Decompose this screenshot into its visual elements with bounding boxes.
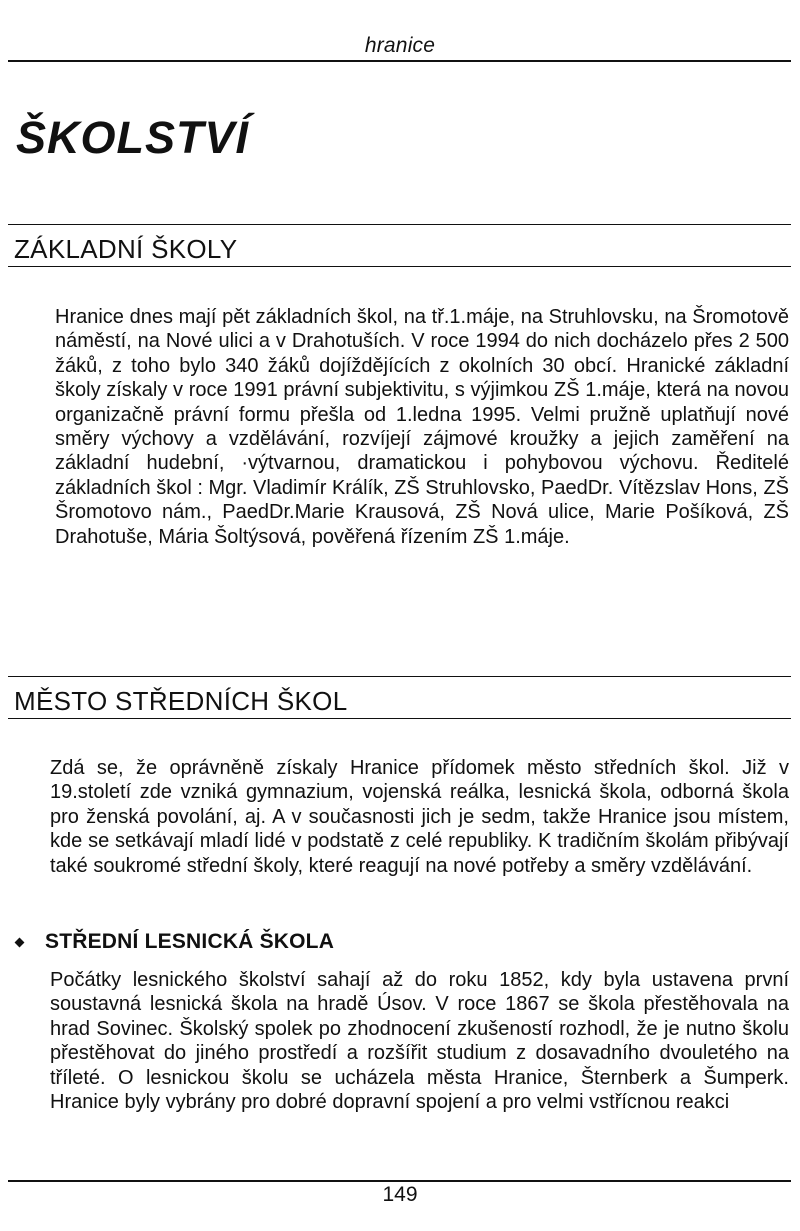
paragraph-mesto-strednich-skol: Zdá se, že oprávněně získaly Hranice přídomek město středních škol. Již v 19.století zde vzniká gymnazium, vojenská reálka, lesnická škola, odborná škola pro ženská povolání, aj. A v současnosti jich je sedm, takže Hranice jsou místem, kde se setkávají mladí lidé v podstatě z celé republiky. K tradičním školám přibývají také soukromé střední školy, které reagují na nové potřeby a směry vzdělávání. bbox=[50, 757, 789, 877]
section-top-rule bbox=[8, 224, 791, 225]
page-number: 149 bbox=[382, 1183, 418, 1206]
paragraph-lesnicka-skola: Počátky lesnického školství sahají až do roku 1852, kdy byla ustavena první soustavná lesnická škola na hradě Úsov. V roce 1867 se škola přestěhovala na hrad Sovinec. Školský spolek po zhodnocení zkušeností rozhodl, že je nutno školu přestěhovat do jiného prostředí a rozšířit studium z dosavadního dvouletého na tříleté. O lesnickou školu se ucházela města Hranice, Šternberk a Šumperk. Hranice byly vybrány pro dobré dopravní spojení a pro velmi vstřícnou reakci bbox=[50, 969, 789, 1114]
subsection-heading bbox=[12, 930, 334, 954]
section-bottom-rule bbox=[8, 266, 791, 267]
paragraph-zakladni-skoly: Hranice dnes mají pět základních škol, na tř.1.máje, na Struhlovsku, na Šromotově náměstí, na Nové ulici a v Drahotuších. V roce 1994 do nich docházelo přes 2 500 žáků, z toho bylo 340 žáků dojíždějících z okolních 30 obcí. Hranické základní školy získaly v roce 1991 právní subjektivitu, s výjimkou ZŠ 1.máje, která na novou organizačně právní formu přešla od 1.ledna 1995. Velmi pružně uplatňují nové směry výchovy a vzdělávání, rozvíjejí zájmové kroužky a jejich zaměření na základní hudební, ·výtvarnou, dramatickou i pohybovou výchovu. Ředitelé základních škol : Mgr. Vladimír Králík, ZŠ Struhlovsko, PaedDr. Vítězslav Hons, ZŠ Šromotovo nám., PaedDr.Marie Krausová, ZŠ Nová ulice, Marie Pošíková, ZŠ Drahotuše, Mária Šoltýsová, pověřená řízením ZŠ 1.máje. bbox=[55, 306, 789, 548]
header-rule bbox=[8, 60, 791, 62]
section-title-mesto-strednich-skol: MĚSTO STŘEDNÍCH ŠKOL bbox=[14, 686, 348, 716]
footer-rule bbox=[8, 1180, 791, 1182]
subsection-title-lesnicka-skola: STŘEDNÍ LESNICKÁ ŠKOLA bbox=[45, 930, 335, 953]
running-head: hranice bbox=[364, 34, 436, 57]
diamond-bullet-icon bbox=[15, 937, 25, 947]
chapter-title: ŠKOLSTVÍ bbox=[16, 112, 250, 163]
section-title-zakladni-skoly: ZÁKLADNÍ ŠKOLY bbox=[14, 234, 238, 264]
section-bottom-rule bbox=[8, 718, 791, 719]
section-top-rule bbox=[8, 676, 791, 677]
